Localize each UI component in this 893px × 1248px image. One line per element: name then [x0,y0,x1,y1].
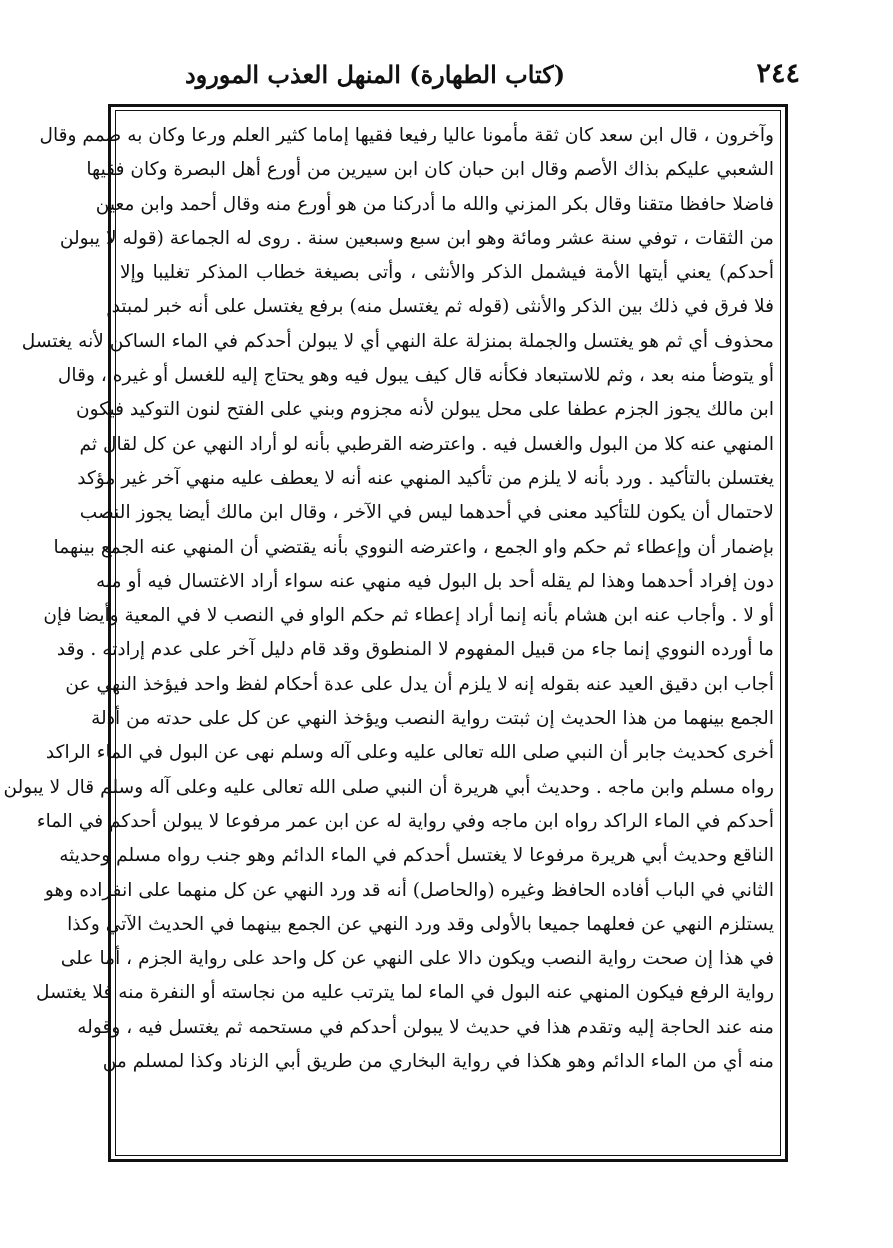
running-title: (كتاب الطهارة) المنهل العذب المورود [184,60,566,89]
text-line: الجمع بينهما من هذا الحديث إن ثبتت رواية النصب ويؤخذ النهي عن كل على حدته من أدلة [91,708,774,730]
text-line: من الثقات ، توفي سنة عشر ومائة وهو ابن سبع وسبعين سنة . روى له الجماعة (قوله لا يبولن [59,227,774,249]
text-line: الناقع وحديث أبي هريرة مرفوعا لا يغتسل أحدكم في الماء الدائم وهو جنب رواه مسلم وحديثه [59,845,774,867]
body-text [3,119,774,1151]
text-line: أحدكم) يعني أيتها الأمة فيشمل الذكر والأنثى ، وأتى بصيغة خطاب المذكر تغليبا وإلا [120,262,774,284]
text-line: أجاب ابن دقيق العيد عنه بقوله إنه لا يلزم أن يدل على عدة أحكام لفظ واحد فيؤخذ النهي عن [65,673,774,695]
text-line: المنهي عنه كلا من البول والغسل فيه . واعترضه القرطبي بأنه لو أراد النهي عن كل لقال ثم [79,433,774,455]
text-line: ما أورده النووي إنما جاء من قبيل المفهوم لا المنطوق وقد قام دليل آخر على عدم إرادته . وقد [56,639,774,661]
text-line: وآخرون ، قال ابن سعد كان ثقة مأمونا عاليا رفيعا فقيها إماما كثير العلم ورعا وكان به صمم وقال [39,125,774,146]
text-line: محذوف أي ثم هو يغتسل والجملة بمنزلة علة النهي أي لا يبولن أحدكم في الماء الساكن لأنه يغتسل [21,330,774,352]
text-line: أحدكم في الماء الراكد رواه ابن ماجه وفي رواية له عن ابن عمر مرفوعا لا يبولن أحدكم في الماء [36,810,774,832]
page-number: ٢٤٤ [756,58,800,89]
text-line: رواه مسلم وابن ماجه . وحديث أبي هريرة أن النبي صلى الله تعالى عليه وعلى آله وسلم قال لا يبولن [3,776,774,798]
text-line: أخرى كحديث جابر أن النبي صلى الله تعالى عليه وعلى آله وسلم نهى عن البول في الماء الراكد [45,742,774,764]
page-header [100,58,800,98]
text-line: يغتسلن بالتأكيد . ورد بأنه لا يلزم من تأكيد المنهي عنه أنه لا يعطف عليه منهي آخر غير مؤكد [77,467,774,489]
text-line: بإضمار أن وإعطاء ثم حكم واو الجمع ، واعترضه النووي بأنه يقتضي أن المنهي عنه الجمع بينهما [53,536,774,558]
text-line: أو يتوضأ منه بعد ، وثم للاستبعاد فكأنه قال كيف يبول فيه وهو يحتاج إليه للغسل أو غيره ، وقال [57,365,774,387]
text-line: دون إفراد أحدهما وهذا لم يقله أحد بل البول فيه منهي عنه سواء أراد الاغتسال فيه أو منه [96,570,774,592]
text-line: في هذا إن صحت رواية النصب ويكون دالا على النهي عن كل واحد على رواية الجزم ، أما على [60,948,774,970]
text-line: أو لا . وأجاب عنه ابن هشام بأنه إنما أراد إعطاء ثم حكم الواو في النصب لا في المعية وأيضا فإن [43,605,774,627]
text-line: الثاني في الباب أفاده الحافظ وغيره (والحاصل) أنه قد ورد النهي عن كل منهما على انفراده وهو [44,879,774,901]
text-line: فاضلا حافظا متقنا وقال بكر المزني والله ما أدركنا من هو أورع منه وقال أحمد وابن معين [95,193,774,215]
text-line: ابن مالك يجوز الجزم عطفا على محل يبولن لأنه مجزوم وبني على الفتح لنون التوكيد فيكون [75,399,774,421]
text-line: لاحتمال أن يكون للتأكيد معنى في أحدهما ليس في الآخر ، وقال ابن مالك أيضا يجوز النصب [79,502,774,524]
text-line: فلا فرق في ذلك بين الذكر والأنثى (قوله ثم يغتسل منه) برفع يغتسل على أنه خبر لمبتدإ [106,296,774,318]
text-line: منه أي من الماء الدائم وهو هكذا في رواية البخاري من طريق أبي الزناد وكذا لمسلم من [102,1051,774,1073]
text-line: يستلزم النهي عن فعلهما جميعا بالأولى وقد ورد النهي عن الجمع بينهما في الحديث الآتي وكذا [67,913,774,935]
text-line: رواية الرفع فيكون المنهي عنه البول في الماء لما يترتب عليه من نجاسته أو النفرة منه فلا يغتسل [36,982,774,1004]
text-line: الشعبي عليكم بذاك الأصم وقال ابن حبان كان ابن سيرين من أورع أهل البصرة وكان فقيها [86,159,774,181]
text-line: منه عند الحاجة إليه وتقدم هذا في حديث لا يبولن أحدكم في مستحمه ثم يغتسل فيه ، وقوله [77,1016,774,1038]
